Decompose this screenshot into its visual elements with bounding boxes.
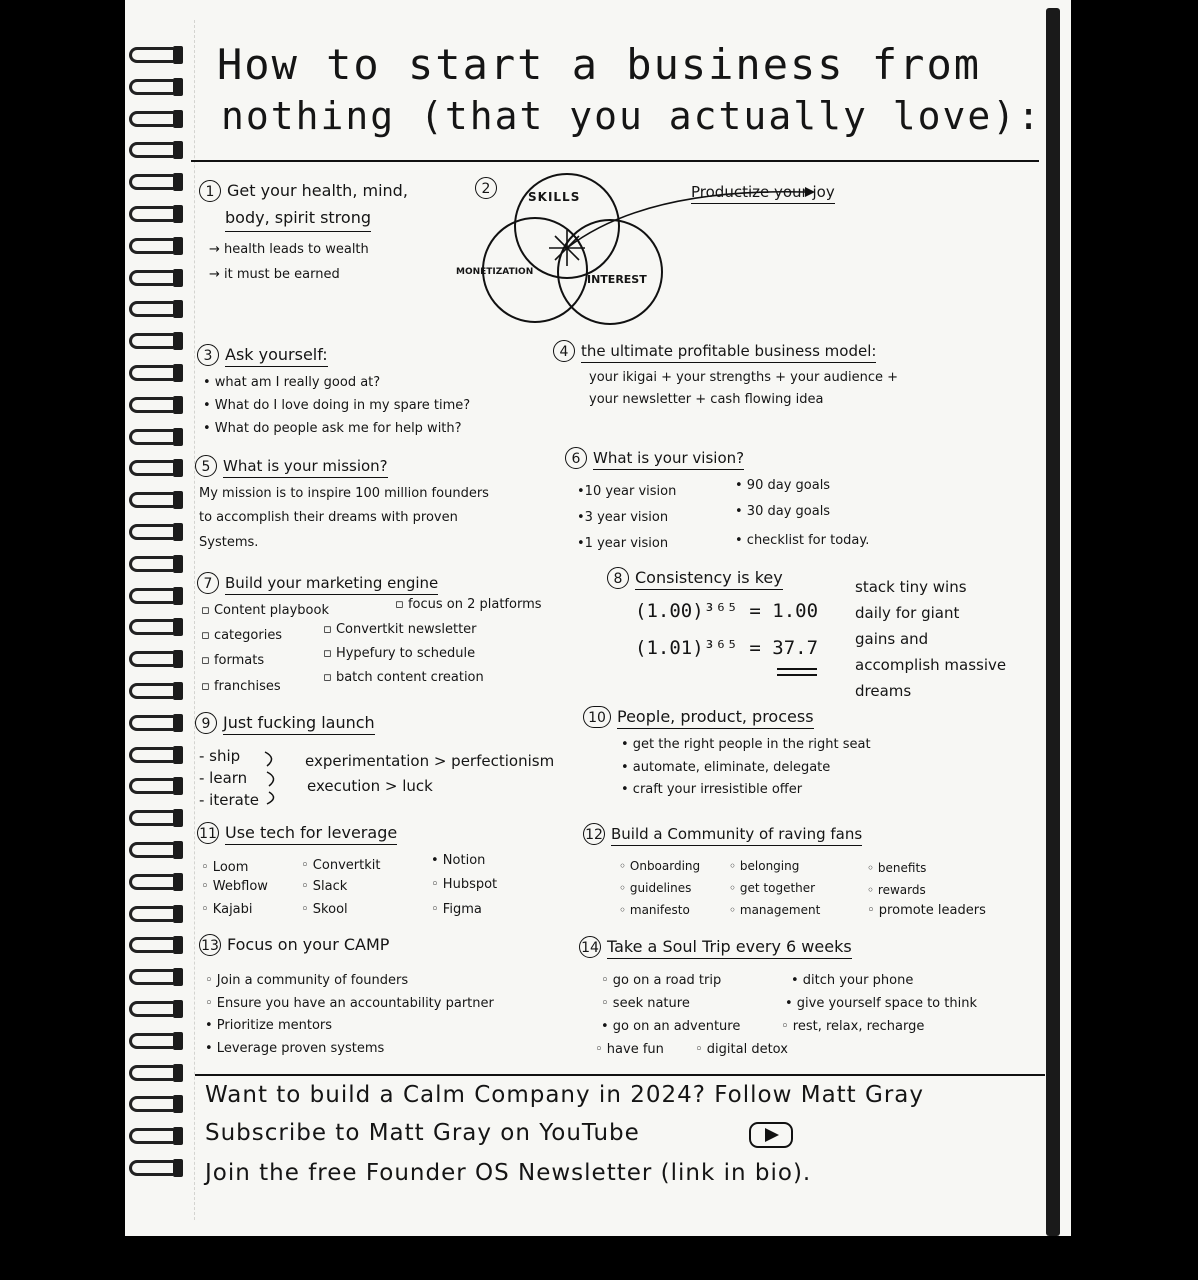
people-item: • get the right people in the right seat (621, 737, 871, 752)
consistency-equation-1: (1.00)³⁶⁵ = 1.00 (635, 600, 819, 622)
marketing-item: ▫ Content playbook (201, 603, 329, 618)
launch-rule: experimentation > perfectionism (305, 752, 555, 770)
youtube-play-icon[interactable] (749, 1122, 793, 1148)
spiral-ring (125, 966, 183, 988)
section-4-heading (553, 340, 876, 362)
section-3-heading-text: Ask yourself: (225, 345, 328, 367)
section-5-heading-text: What is your mission? (223, 457, 388, 478)
goal-item: • 30 day goals (735, 504, 831, 519)
section-5-heading (195, 455, 388, 477)
section-6-number: 6 (565, 447, 587, 469)
community-item: ◦ rewards (867, 883, 926, 897)
spiral-ring (125, 171, 183, 193)
people-item: • automate, eliminate, delegate (621, 760, 831, 775)
section-9-number: 9 (195, 712, 217, 734)
section-8-heading (607, 567, 783, 589)
section-4-line: your ikigai + your strengths + your audience + (589, 370, 898, 385)
tool-item: ◦ Webflow (201, 879, 268, 894)
community-item: ◦ benefits (867, 861, 927, 875)
soul-trip-item: • go on an adventure (601, 1019, 741, 1034)
footer-line-2: Subscribe to Matt Gray on YouTube (205, 1120, 640, 1146)
footer-line-1: Want to build a Calm Company in 2024? Follow Matt Gray (205, 1082, 924, 1108)
tool-item: ◦ Slack (301, 879, 348, 894)
section-10-number: 10 (583, 706, 611, 728)
spiral-ring (125, 521, 183, 543)
spiral-ring (125, 648, 183, 670)
spiral-ring (125, 203, 183, 225)
community-item: ◦ promote leaders (867, 903, 986, 918)
page-title-line-1: How to start a business from (217, 40, 982, 89)
spiral-ring (125, 903, 183, 925)
soul-trip-item: ◦ rest, relax, recharge (781, 1019, 925, 1034)
community-item: ◦ management (729, 903, 821, 917)
spiral-ring (125, 298, 183, 320)
soul-trip-item: • ditch your phone (791, 973, 914, 988)
consistency-equation-2: (1.01)³⁶⁵ = 37.7 (635, 637, 819, 659)
tool-item: ◦ Figma (431, 902, 482, 917)
marketing-item: ▫ categories (201, 628, 283, 643)
spiral-ring (125, 998, 183, 1020)
community-item: ◦ manifesto (619, 903, 690, 917)
result-underline (777, 674, 817, 676)
soul-trip-item: ◦ seek nature (601, 996, 690, 1011)
section-12-heading-text: Build a Community of raving fans (611, 825, 862, 846)
section-1-heading-line-2: body, spirit strong (225, 207, 371, 232)
productize-joy-label: Productize your joy (691, 183, 835, 204)
result-underline (777, 668, 817, 670)
people-item: • craft your irresistible offer (621, 782, 803, 797)
section-4-heading-text: the ultimate profitable business model: (581, 342, 876, 363)
section-1-item: → health leads to wealth (209, 242, 369, 257)
spiral-ring (125, 1093, 183, 1115)
community-item: ◦ guidelines (619, 881, 692, 895)
section-10-heading (583, 706, 814, 728)
camp-item: ◦ Join a community of founders (205, 973, 409, 988)
section-2-number: 2 (475, 177, 497, 199)
spiral-ring (125, 139, 183, 161)
spiral-ring (125, 267, 183, 289)
section-1-number: 1 (199, 180, 221, 202)
vision-item: •3 year vision (577, 510, 669, 525)
section-3-item: • What do I love doing in my spare time? (203, 398, 471, 413)
launch-step: - learn (199, 769, 248, 787)
venn-label-interest: INTEREST (587, 273, 647, 286)
community-item: ◦ belonging (729, 859, 800, 873)
section-3-item: • what am I really good at? (203, 375, 381, 390)
spiral-ring (125, 871, 183, 893)
launch-step: - ship (199, 747, 241, 765)
camp-item: • Leverage proven systems (205, 1041, 385, 1056)
page-title-line-2: nothing (that you actually love): (221, 94, 1042, 138)
consistency-note: gains and (855, 630, 929, 648)
soul-trip-item: • give yourself space to think (785, 996, 977, 1011)
spiral-ring (125, 616, 183, 638)
tool-item: ◦ Loom (201, 860, 249, 875)
vision-item: •10 year vision (577, 484, 677, 499)
mission-line: Systems. (199, 535, 259, 550)
cycle-arrows-icon (261, 748, 283, 806)
spiral-ring (125, 1062, 183, 1084)
spiral-ring (125, 426, 183, 448)
soul-trip-item: ◦ have fun (595, 1042, 664, 1057)
tool-item: ◦ Kajabi (201, 902, 253, 917)
section-14-heading (579, 936, 852, 958)
footer-divider (195, 1074, 1045, 1076)
marketing-item: ▫ Convertkit newsletter (323, 622, 477, 637)
mission-line: to accomplish their dreams with proven (199, 510, 458, 525)
venn-label-monetization: MONETIZATION (456, 267, 534, 277)
spiral-ring (125, 553, 183, 575)
perforation-line (194, 20, 195, 1220)
interest-circle (558, 220, 662, 324)
spiral-ring (125, 235, 183, 257)
section-14-heading-text: Take a Soul Trip every 6 weeks (607, 937, 852, 959)
section-1-heading (199, 180, 408, 202)
section-3-number: 3 (197, 344, 219, 366)
vision-item: •1 year vision (577, 536, 669, 551)
section-11-number: 11 (197, 822, 219, 844)
marketing-item: ▫ batch content creation (323, 670, 484, 685)
consistency-note: daily for giant (855, 604, 960, 622)
section-6-heading-text: What is your vision? (593, 449, 744, 470)
spiral-ring (125, 712, 183, 734)
spiral-ring (125, 839, 183, 861)
marketing-item: ▫ focus on 2 platforms (395, 597, 542, 612)
page-edge-shadow (1046, 8, 1060, 1236)
spiral-ring (125, 457, 183, 479)
section-8-heading-text: Consistency is key (635, 568, 783, 590)
section-7-heading-text: Build your marketing engine (225, 574, 438, 595)
spiral-ring (125, 76, 183, 98)
section-13-number: 13 (199, 934, 221, 956)
soul-trip-item: ◦ go on a road trip (601, 973, 722, 988)
camp-item: • Prioritize mentors (205, 1018, 333, 1033)
tool-item: ◦ Hubspot (431, 877, 498, 892)
soul-trip-item: ◦ digital detox (695, 1042, 788, 1057)
tool-item: ◦ Skool (301, 902, 348, 917)
section-1-heading-text: Get your health, mind, (227, 181, 408, 200)
spiral-ring (125, 1030, 183, 1052)
community-item: ◦ Onboarding (619, 859, 701, 873)
tool-item: ◦ Convertkit (301, 858, 381, 873)
section-13-heading (199, 934, 389, 956)
section-13-heading-text: Focus on your CAMP (227, 935, 390, 954)
section-4-line: your newsletter + cash flowing idea (589, 392, 824, 407)
section-9-heading (195, 712, 375, 734)
spiral-ring (125, 362, 183, 384)
section-3-heading (197, 344, 328, 366)
spiral-ring (125, 1125, 183, 1147)
consistency-note: accomplish massive (855, 656, 1007, 674)
spiral-ring (125, 744, 183, 766)
mission-line: My mission is to inspire 100 million founders (199, 486, 489, 501)
section-3-item: • What do people ask me for help with? (203, 421, 462, 436)
launch-step: - iterate (199, 791, 259, 809)
spiral-ring (125, 934, 183, 956)
section-4-number: 4 (553, 340, 575, 362)
section-11-heading (197, 822, 397, 844)
footer-line-3: Join the free Founder OS Newsletter (link in bio). (205, 1160, 812, 1186)
spiral-ring (125, 807, 183, 829)
section-7-number: 7 (197, 572, 219, 594)
section-1-item: → it must be earned (209, 267, 340, 282)
marketing-item: ▫ Hypefury to schedule (323, 646, 476, 661)
launch-rule: execution > luck (307, 777, 433, 795)
section-12-number: 12 (583, 823, 605, 845)
section-14-number: 14 (579, 936, 601, 958)
marketing-item: ▫ formats (201, 653, 265, 668)
spiral-ring (125, 394, 183, 416)
spiral-ring (125, 775, 183, 797)
consistency-note: stack tiny wins (855, 578, 967, 596)
spiral-ring (125, 1157, 183, 1179)
consistency-note: dreams (855, 682, 912, 700)
spiral-ring (125, 330, 183, 352)
venn-label-skills: SKILLS (528, 190, 581, 204)
spiral-ring (125, 489, 183, 511)
section-10-heading-text: People, product, process (617, 707, 814, 729)
section-6-heading (565, 447, 744, 469)
title-divider (191, 160, 1039, 162)
section-7-heading (197, 572, 438, 594)
tool-item: • Notion (431, 853, 486, 868)
notebook-page (125, 0, 1071, 1236)
marketing-item: ▫ franchises (201, 679, 281, 694)
section-5-number: 5 (195, 455, 217, 477)
spiral-ring (125, 108, 183, 130)
goal-item: • 90 day goals (735, 478, 831, 493)
section-12-heading (583, 823, 862, 845)
spiral-ring (125, 680, 183, 702)
goal-item: • checklist for today. (735, 533, 870, 548)
spiral-ring (125, 585, 183, 607)
section-11-heading-text: Use tech for leverage (225, 823, 397, 845)
spiral-ring (125, 44, 183, 66)
camp-item: ◦ Ensure you have an accountability partner (205, 996, 494, 1011)
section-9-heading-text: Just fucking launch (223, 713, 375, 735)
section-8-number: 8 (607, 567, 629, 589)
community-item: ◦ get together (729, 881, 816, 895)
